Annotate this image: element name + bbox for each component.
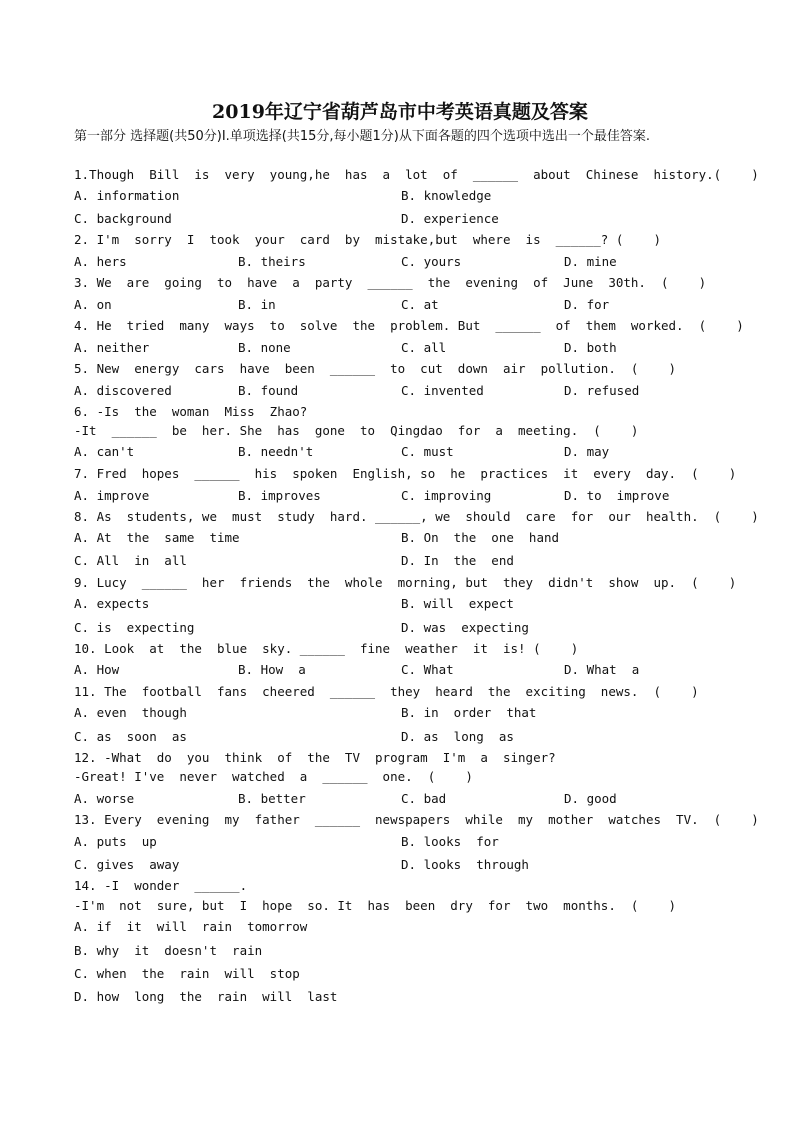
question-9-option-c: C. is expecting [74, 620, 195, 635]
question-13-option-c: C. gives away [74, 857, 180, 872]
question-7-option-b: B. improves [238, 488, 321, 503]
question-11-option-d: D. as long as [401, 729, 514, 744]
question-7-option-d: D. to improve [564, 488, 670, 503]
question-14-option-d: D. how long the rain will last [74, 989, 338, 1004]
question-14-stem: 14. -I wonder ______. [74, 878, 248, 893]
page-title: 2019年辽宁省葫芦岛市中考英语真题及答案 [212, 101, 588, 123]
question-13-stem: 13. Every evening my father ______ newspapers while my mother watches TV. ( ) [74, 812, 759, 827]
question-3-stem: 3. We are going to have a party ______ the evening of June 30th. ( ) [74, 275, 707, 290]
question-12-option-a: A. worse [74, 791, 135, 806]
question-2-stem: 2. I'm sorry I took your card by mistake,but where is ______? ( ) [74, 232, 661, 247]
question-12-option-c: C. bad [401, 791, 447, 806]
question-9-option-a: A. expects [74, 596, 150, 611]
question-14-option-c: C. when the rain will stop [74, 966, 300, 981]
question-4-option-b: B. none [238, 340, 291, 355]
question-12-stem: 12. -What do you think of the TV program I'm a singer? [74, 750, 556, 765]
question-2-option-d: D. mine [564, 254, 617, 269]
question-5-option-a: A. discovered [74, 383, 172, 398]
question-3-option-c: C. at [401, 297, 439, 312]
question-8-option-b: B. On the one hand [401, 530, 560, 545]
question-3-option-b: B. in [238, 297, 276, 312]
question-3-option-a: A. on [74, 297, 112, 312]
question-10-option-c: C. What [401, 662, 454, 677]
question-6-option-a: A. can't [74, 444, 135, 459]
question-8-option-d: D. In the end [401, 553, 514, 568]
question-12-stem-line-2: -Great! I've never watched a ______ one. ( ) [74, 769, 473, 784]
question-6-option-c: C. must [401, 444, 454, 459]
question-13-option-a: A. puts up [74, 834, 157, 849]
question-4-option-c: C. all [401, 340, 447, 355]
question-11-option-c: C. as soon as [74, 729, 187, 744]
section-instructions: 第一部分 选择题(共50分)Ⅰ.单项选择(共15分,每小题1分)从下面各题的四个选项中选出一个最佳答案. [74, 129, 651, 144]
question-14-stem-line-2: -I'm not sure, but I hope so. It has been dry for two months. ( ) [74, 898, 677, 913]
question-2-option-c: C. yours [401, 254, 462, 269]
question-5-option-d: D. refused [564, 383, 640, 398]
question-14-option-b: B. why it doesn't rain [74, 943, 263, 958]
question-1-stem: 1.Though Bill is very young,he has a lot of ______ about Chinese history.( ) [74, 167, 759, 182]
question-11-option-b: B. in order that [401, 705, 537, 720]
question-11-option-a: A. even though [74, 705, 187, 720]
question-11-stem: 11. The football fans cheered ______ they heard the exciting news. ( ) [74, 684, 699, 699]
question-8-option-c: C. All in all [74, 553, 187, 568]
question-1-option-c: C. background [74, 211, 172, 226]
question-13-option-b: B. looks for [401, 834, 499, 849]
question-14-option-a: A. if it will rain tomorrow [74, 919, 308, 934]
question-2-option-b: B. theirs [238, 254, 306, 269]
question-5-option-c: C. invented [401, 383, 484, 398]
question-12-option-d: D. good [564, 791, 617, 806]
question-7-stem: 7. Fred hopes ______ his spoken English, so he practices it every day. ( ) [74, 466, 737, 481]
question-10-option-a: A. How [74, 662, 120, 677]
question-9-option-b: B. will expect [401, 596, 514, 611]
question-6-stem: 6. -Is the woman Miss Zhao? [74, 404, 308, 419]
question-9-stem: 9. Lucy ______ her friends the whole morning, but they didn't show up. ( ) [74, 575, 737, 590]
question-12-option-b: B. better [238, 791, 306, 806]
question-10-stem: 10. Look at the blue sky. ______ fine weather it is! ( ) [74, 641, 579, 656]
question-2-option-a: A. hers [74, 254, 127, 269]
question-8-stem: 8. As students, we must study hard. ______, we should care for our health. ( ) [74, 509, 759, 524]
question-6-stem-line-2: -It ______ be her. She has gone to Qingdao for a meeting. ( ) [74, 423, 639, 438]
question-1-option-b: B. knowledge [401, 188, 492, 203]
question-7-option-c: C. improving [401, 488, 492, 503]
question-5-stem: 5. New energy cars have been ______ to cut down air pollution. ( ) [74, 361, 677, 376]
question-10-option-d: D. What a [564, 662, 640, 677]
question-5-option-b: B. found [238, 383, 299, 398]
question-6-option-d: D. may [564, 444, 610, 459]
question-4-option-a: A. neither [74, 340, 150, 355]
question-7-option-a: A. improve [74, 488, 150, 503]
question-1-option-a: A. information [74, 188, 180, 203]
question-1-option-d: D. experience [401, 211, 499, 226]
question-10-option-b: B. How a [238, 662, 306, 677]
question-6-option-b: B. needn't [238, 444, 314, 459]
question-4-option-d: D. both [564, 340, 617, 355]
question-13-option-d: D. looks through [401, 857, 529, 872]
question-3-option-d: D. for [564, 297, 610, 312]
question-4-stem: 4. He tried many ways to solve the problem. But ______ of them worked. ( ) [74, 318, 744, 333]
question-9-option-d: D. was expecting [401, 620, 529, 635]
question-8-option-a: A. At the same time [74, 530, 240, 545]
